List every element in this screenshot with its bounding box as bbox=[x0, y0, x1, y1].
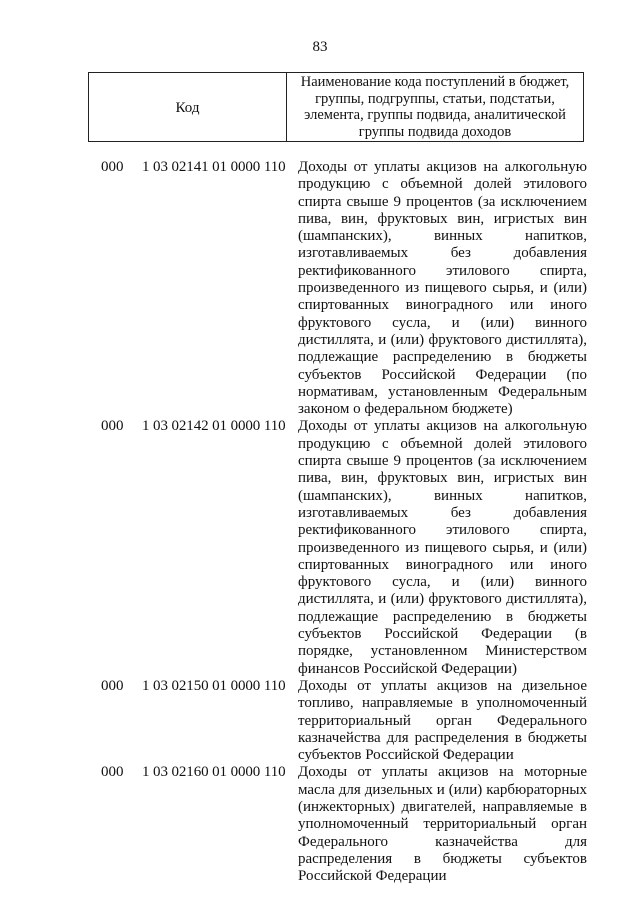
income-description: Доходы от уплаты акцизов на дизельное топливо, направляемые в уполномоченный территориальный орган Федерального казначейства для распределения в бюджеты субъектов Российской Федерации bbox=[298, 677, 587, 764]
table-header bbox=[88, 72, 584, 142]
table-row bbox=[0, 678, 640, 764]
table-row bbox=[0, 418, 640, 677]
budget-code: 1 03 02160 01 0000 110 bbox=[142, 764, 286, 781]
header-code-cell: Код bbox=[89, 73, 287, 141]
budget-code: 1 03 02142 01 0000 110 bbox=[142, 418, 286, 435]
budget-code: 1 03 02150 01 0000 110 bbox=[142, 677, 286, 694]
header-name-cell: Наименование кода поступлений в бюджет, группы, подгруппы, статьи, подстатьи, элемента, группы подвида, аналитической группы подвида доходов bbox=[300, 74, 570, 140]
income-description: Доходы от уплаты акцизов на моторные масла для дизельных и (или) карбюраторных (инжекторных) двигателей, направляемые в уполномоченный территориальный орган Федерального казначейства для распределения в бюджеты субъектов Российской Федерации bbox=[298, 764, 587, 885]
admin-code: 000 bbox=[101, 764, 124, 781]
table-body bbox=[0, 159, 640, 885]
page-number: 83 bbox=[312, 39, 328, 55]
income-description: Доходы от уплаты акцизов на алкогольную продукцию с объемной долей этилового спирта свыше 9 процентов (за исключением пива, вин, фруктовых вин, игристых вин (шампанских), винных напитков, изготавливаемых без добавления ректификованного этилового спирта, произведенного из пищевого сырья, и (или) спиртованных виноградного или иного фруктового сусла, и (или) винного дистиллята, и (или) фруктового дистиллята), подлежащие распределению в бюджеты субъектов Российской Федерации (по нормативам, установленным Федеральным законом о федеральном бюджете) bbox=[298, 159, 587, 418]
admin-code: 000 bbox=[101, 159, 124, 175]
income-description: Доходы от уплаты акцизов на алкогольную продукцию с объемной долей этилового спирта свыше 9 процентов (за исключением пива, вин, фруктовых вин, игристых вин (шампанских), винных напитков, изготавливаемых без добавления ректификованного этилового спирта, произведенного из пищевого сырья, и (или) спиртованных виноградного или иного фруктового сусла, и (или) винного дистиллята, и (или) фруктового дистиллята), подлежащие распределению в бюджеты субъектов Российской Федерации (в порядке, установленном Министерством финансов Российской Федерации) bbox=[298, 418, 587, 677]
budget-code: 1 03 02141 01 0000 110 bbox=[142, 159, 286, 175]
admin-code: 000 bbox=[101, 418, 124, 435]
table-row bbox=[0, 159, 640, 418]
admin-code: 000 bbox=[101, 677, 124, 694]
table-row bbox=[0, 764, 640, 885]
